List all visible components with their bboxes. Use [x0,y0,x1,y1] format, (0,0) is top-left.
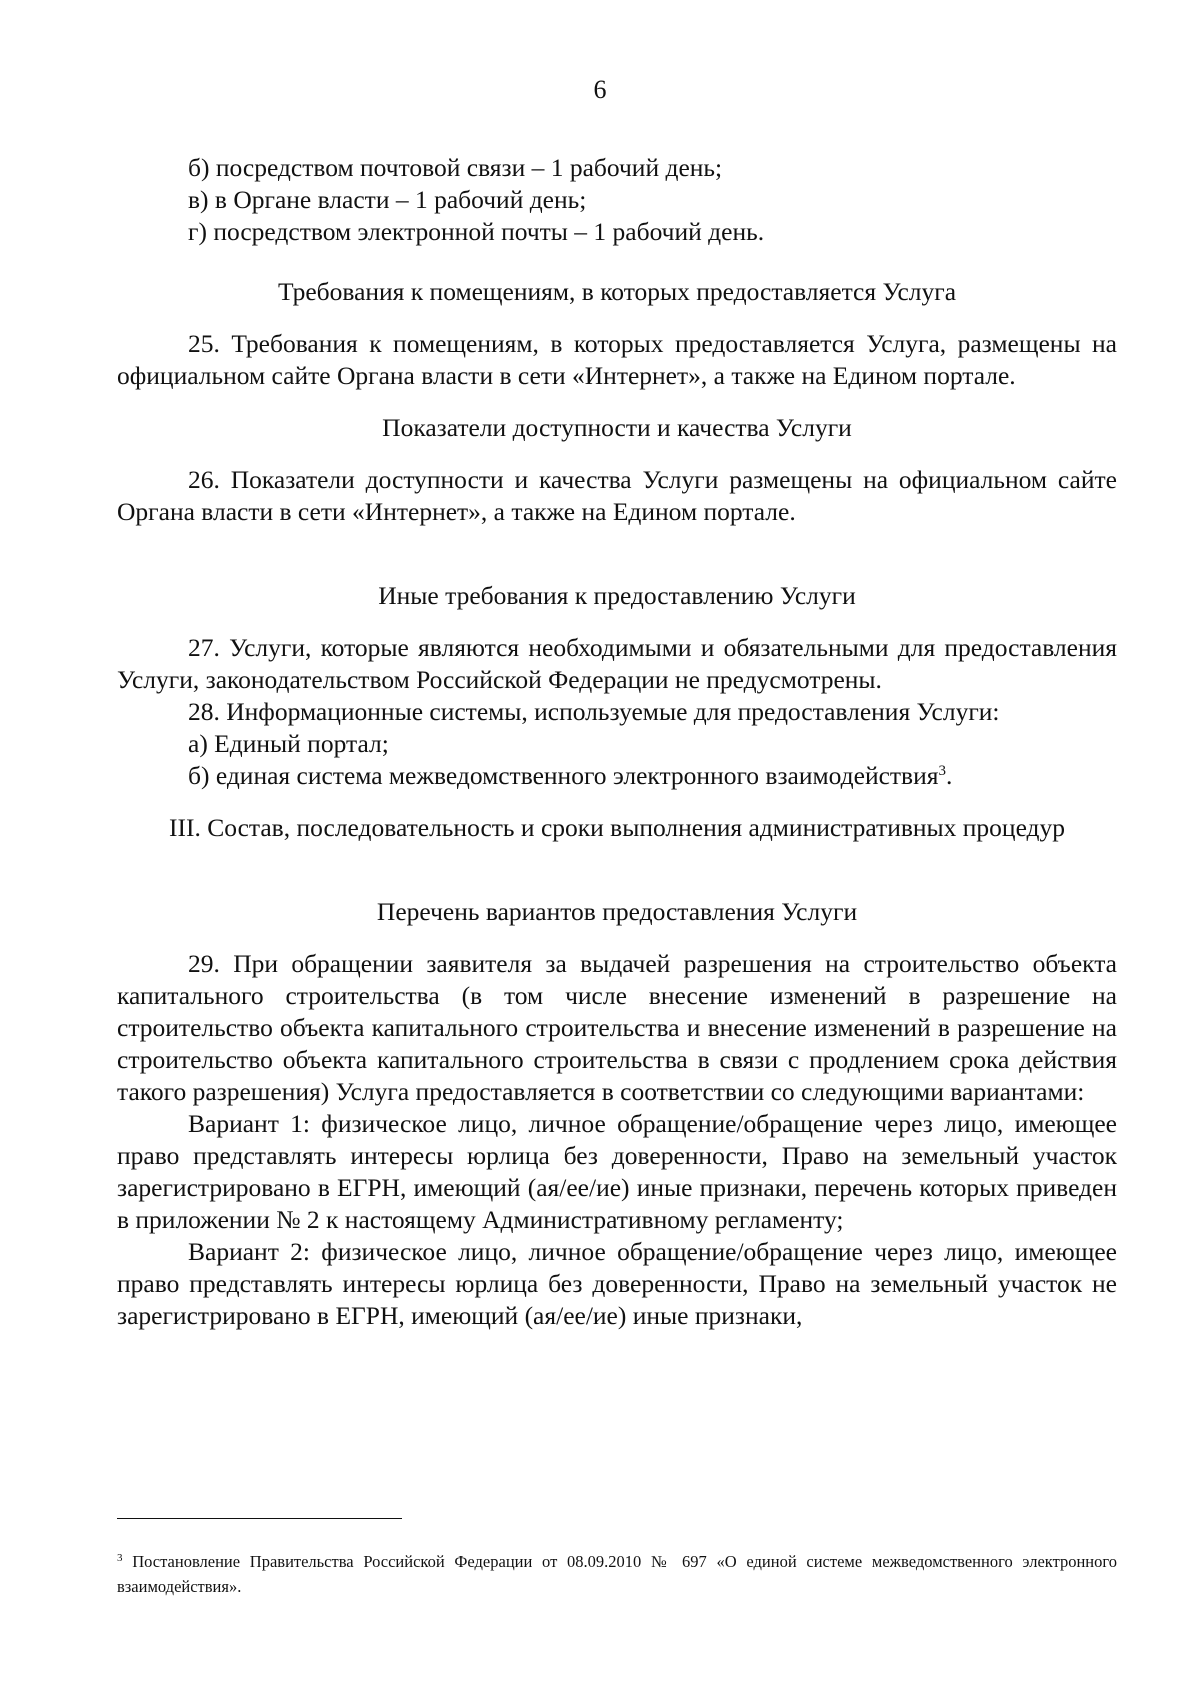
footnote-divider [117,1518,402,1519]
list-item-smev-end: . [945,761,953,790]
paragraph-27: 27. Услуги, которые являются необходимыми и обязательными для предоставления Услуги, законодательством Российской Федерации не предусмотрены. [117,633,1117,694]
footnote-ref: 3 [938,763,946,779]
paragraph-26: 26. Показатели доступности и качества Услуги размещены на официальном сайте Органа власти в сети «Интернет», а также на Едином портале. [117,465,1117,526]
heading-premises: Требования к помещениям, в которых предоставляется Услуга [277,277,957,306]
list-item-postal: б) посредством почтовой связи – 1 рабочий день; [188,153,723,182]
heading-variants: Перечень вариантов предоставления Услуги [376,897,858,926]
paragraph-29: 29. При обращении заявителя за выдачей разрешения на строительство объекта капитального строительства (в том числе внесение изменений в разрешение на строительство объекта капитального строительства и внесение изменений в разрешение на строительство объекта капитального строительства в связи с продлением срока действия такого разрешения) Услуга предоставляется в соответствии со следующими вариантами: [117,949,1117,1106]
chapter-heading: III. Состав, последовательность и сроки выполнения административных процедур [168,813,1066,842]
heading-other-requirements: Иные требования к предоставлению Услуги [378,581,856,610]
document-body [117,152,1117,1332]
variant-1: Вариант 1: физическое лицо, личное обращение/обращение через лицо, имеющее право представлять интересы юрлица без доверенности, Право на земельный участок зарегистрировано в ЕГРН, имеющий (ая/ее/ие) иные признаки, перечень которых приведен в приложении № 2 к настоящему Административному регламенту; [117,1109,1117,1234]
footnote-marker: 3 [117,1551,123,1564]
list-item-portal: а) Единый портал; [188,729,389,758]
list-item-smev [117,760,1117,792]
list-item-email: г) посредством электронной почты – 1 рабочий день. [188,217,765,246]
paragraph-28: 28. Информационные системы, используемые для предоставления Услуги: [188,697,1000,726]
heading-quality: Показатели доступности и качества Услуги [382,413,852,442]
list-item-smev-text: б) единая система межведомственного электронного взаимодействия [188,761,939,790]
footnote-text: Постановление Правительства Российской Федерации от 08.09.2010 № 697 «О единой системе межведомственного электронного взаимодействия». [117,1551,1117,1596]
variant-2: Вариант 2: физическое лицо, личное обращение/обращение через лицо, имеющее право представлять интересы юрлица без доверенности, Право на земельный участок не зарегистрировано в ЕГРН, имеющий (ая/ее/ие) иные признаки, [117,1237,1117,1330]
list-item-authority: в) в Органе власти – 1 рабочий день; [188,185,587,214]
footnote [117,1549,1117,1599]
paragraph-25: 25. Требования к помещениям, в которых предоставляется Услуга, размещены на официальном сайте Органа власти в сети «Интернет», а также на Едином портале. [117,329,1117,390]
page-number: 6 [593,75,607,104]
